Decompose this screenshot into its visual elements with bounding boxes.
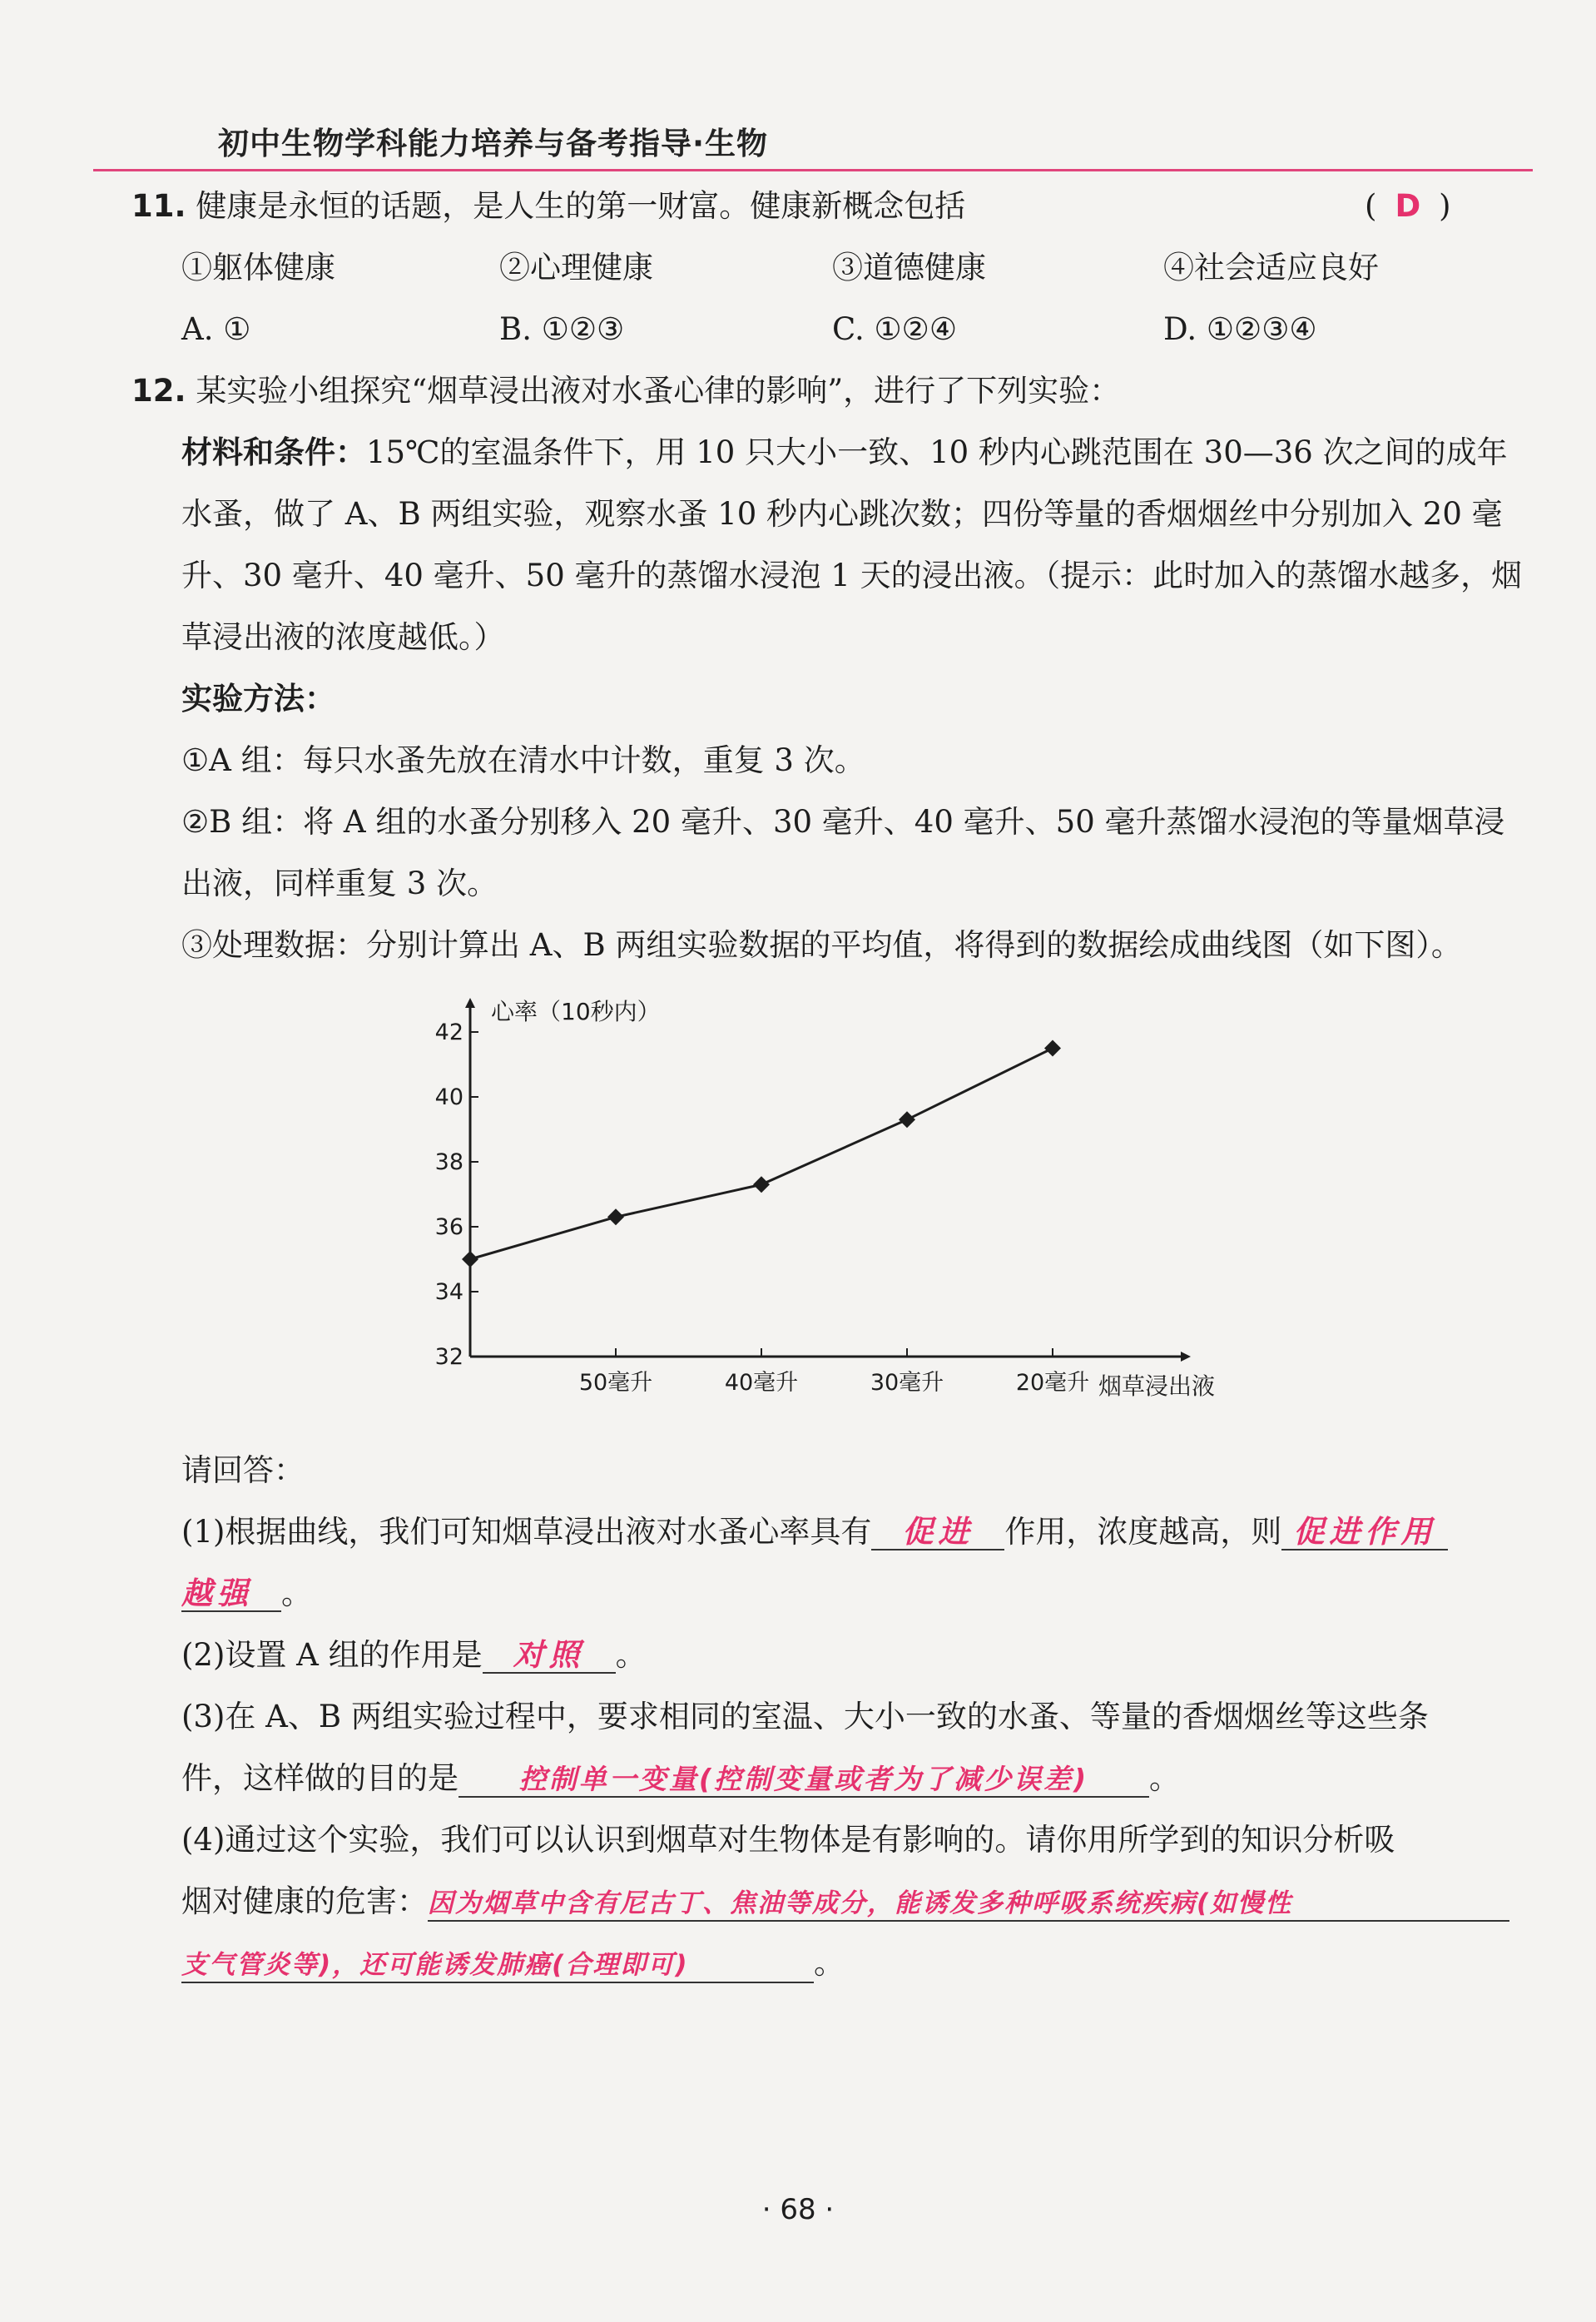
bracket-close: ) (1439, 188, 1451, 224)
sub4-prefix: 烟对健康的危害： (181, 1883, 428, 1919)
q11-stem-line (131, 188, 965, 225)
q12-materials-line-3: 升、30 毫升、40 毫升、50 毫升的蒸馏水浸泡 1 天的浸出液。（提示：此时加入的蒸馏水越多，烟 (181, 558, 1523, 593)
data-point-diamond (899, 1111, 915, 1128)
sub1-prefix: (1)根据曲线，我们可知烟草浸出液对水蚤心率具有 (181, 1514, 872, 1550)
sub1-blank-b[interactable] (1281, 1516, 1448, 1550)
sub3-prefix: 件，这样做的目的是 (181, 1760, 458, 1796)
x-tick-label: 40毫升 (724, 1370, 799, 1396)
y-axis-title: 心率（10秒内） (491, 998, 661, 1025)
sub1-blank-a[interactable] (871, 1516, 1004, 1550)
q11-option-d: D. ①②③④ (1163, 311, 1317, 347)
q11-item: ①躯体健康 (181, 250, 335, 285)
q11-item: ②心理健康 (499, 250, 653, 285)
sub4-blank-1[interactable] (428, 1885, 1509, 1922)
points-layer (462, 1040, 1061, 1268)
y-tick-label: 32 (434, 1344, 463, 1370)
method-line-2: ②B 组：将 A 组的水蚤分别移入 20 毫升、30 毫升、40 毫升、50 毫升蒸馏水浸泡的等量烟草浸 (181, 804, 1505, 840)
sub3-answer: 控制单一变量(控制变量或者为了减少误差) (518, 1763, 1089, 1795)
sub2-end: 。 (615, 1637, 647, 1673)
q12-stem: 某实验小组探究“烟草浸出液对水蚤心律的影响”，进行了下列实验： (196, 373, 1121, 409)
q11-option-c: C. ①②④ (832, 311, 958, 347)
q12-number: 12. (131, 373, 186, 409)
q11-option-a: A. ① (181, 311, 251, 347)
q12-materials-line-1 (181, 434, 1508, 471)
ticks-layer (435, 1020, 1090, 1396)
q11-answer: D (1395, 188, 1421, 224)
sub1-blank-b-cont[interactable] (181, 1577, 281, 1612)
data-point-diamond (607, 1208, 624, 1225)
method-line-3: 出液，同样重复 3 次。 (181, 866, 498, 901)
sub3-line-1: (3)在 A、B 两组实验过程中，要求相同的室温、大小一致的水蚤、等量的香烟烟丝等这些条 (181, 1699, 1429, 1734)
sub4-blank-2[interactable] (181, 1947, 814, 1983)
sub1-answer-b1: 促进作用 (1293, 1514, 1437, 1550)
sub2-blank[interactable] (483, 1639, 616, 1674)
sub2-answer: 对照 (513, 1637, 585, 1673)
materials-label: 材料和条件： (181, 434, 366, 470)
sub1-line-2 (181, 1575, 312, 1612)
header-rule (93, 169, 1533, 171)
heart-rate-chart (412, 986, 1277, 1419)
sub1-line-1 (181, 1514, 1448, 1550)
sub4-answer-2: 支气管炎等)，还可能诱发肺癌(合理即可) (181, 1950, 689, 1980)
q12-materials-line-2: 水蚤，做了 A、B 两组实验，观察水蚤 10 秒内心跳次数；四份等量的香烟烟丝中分别加入 20 毫 (181, 496, 1503, 532)
x-tick-label: 30毫升 (870, 1370, 944, 1396)
q11-option-b: B. ①②③ (499, 311, 625, 347)
q11-stem: 健康是永恒的话题，是人生的第一财富。健康新概念包括 (196, 188, 966, 224)
y-tick-label: 40 (434, 1084, 463, 1110)
page-number: · 68 · (761, 2193, 835, 2226)
q12-materials-line-4: 草浸出液的浓度越低。） (181, 619, 505, 655)
sub4-answer-1: 因为烟草中含有尼古丁、焦油等成分，能诱发多种呼吸系统疾病(如慢性 (428, 1888, 1293, 1918)
chart-svg (412, 986, 1277, 1419)
sub4-end: 。 (814, 1945, 845, 1981)
data-point-diamond (462, 1251, 478, 1268)
sub1-answer-b2: 越强 (181, 1575, 253, 1611)
sub4-line-1: (4)通过这个实验，我们可以认识到烟草对生物体是有影响的。请你用所学到的知识分析吸 (181, 1822, 1395, 1858)
series-line (470, 1049, 1053, 1260)
sub4-line-3 (181, 1945, 845, 1983)
bracket-open: ( (1365, 188, 1377, 224)
y-tick-label: 42 (434, 1020, 463, 1045)
sub1-middle: 作用，浓度越高，则 (1004, 1514, 1282, 1550)
y-tick-label: 36 (434, 1214, 463, 1240)
y-tick-label: 34 (434, 1279, 463, 1305)
method-label: 实验方法： (181, 681, 335, 717)
sub4-line-2 (181, 1883, 1509, 1922)
sub1-answer-a: 促进 (902, 1514, 974, 1550)
data-point-diamond (753, 1176, 770, 1193)
q11-number: 11. (131, 188, 186, 224)
x-tick-label: 50毫升 (578, 1370, 653, 1396)
x-tick-label: 20毫升 (1015, 1370, 1090, 1396)
q11-item: ③道德健康 (832, 250, 986, 285)
q11-item: ④社会适应良好 (1163, 250, 1379, 285)
x-axis-title: 烟草浸出液 (1098, 1372, 1216, 1400)
please-answer: 请回答： (181, 1452, 305, 1488)
header-title: 初中生物学科能力培养与备考指导·生物 (218, 126, 769, 161)
method-line-1: ①A 组：每只水蚤先放在清水中计数，重复 3 次。 (181, 742, 865, 778)
materials-text: 15℃的室温条件下，用 10 只大小一致、10 秒内心跳范围在 30—36 次之间的成年 (366, 434, 1508, 470)
sub2-prefix: (2)设置 A 组的作用是 (181, 1637, 483, 1673)
q12-stem-line (131, 373, 1120, 409)
q11-answer-bracket (1365, 188, 1451, 225)
sub3-end: 。 (1149, 1760, 1180, 1796)
sub1-end: 。 (281, 1575, 312, 1611)
method-line-4: ③处理数据：分别计算出 A、B 两组实验数据的平均值，将得到的数据绘成曲线图（如下图）。 (181, 927, 1462, 963)
y-tick-label: 38 (434, 1149, 463, 1175)
sub3-line-2 (181, 1760, 1180, 1798)
sub3-blank[interactable] (458, 1762, 1149, 1798)
data-point-diamond (1044, 1040, 1061, 1057)
sub2-line (181, 1637, 647, 1674)
